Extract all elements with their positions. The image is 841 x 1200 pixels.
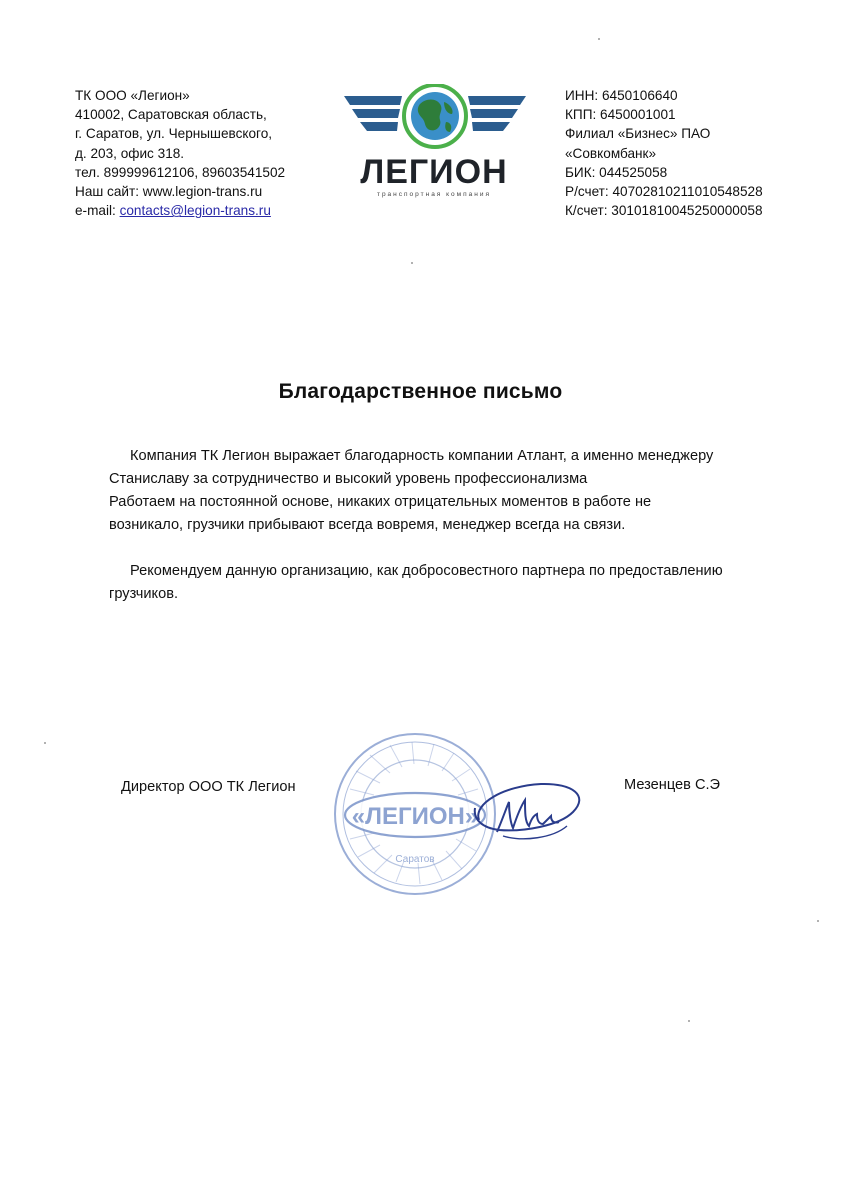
bank-branch-line: Филиал «Бизнес» ПАО	[565, 126, 711, 142]
company-contacts	[75, 86, 325, 220]
signatory-position: Директор ООО ТК Легион	[121, 779, 296, 795]
company-logo	[340, 84, 530, 206]
company-name: ТК ООО «Легион»	[75, 88, 190, 103]
email-line	[75, 201, 325, 220]
kpp-line: КПП: 6450001001	[565, 107, 676, 123]
stamp-center-text: «ЛЕГИОН»	[351, 803, 479, 830]
handwritten-signature	[463, 780, 593, 860]
logo-wordmark: ЛЕГИОН	[360, 153, 508, 191]
scan-speck	[817, 920, 819, 922]
logo-emblem	[340, 84, 530, 164]
bank-name-line: «Совкомбанк»	[565, 145, 657, 161]
letter-body	[109, 445, 779, 606]
paragraph-1-line-1: Компания ТК Легион выражает благодарность компании Атлант, а именно менеджеру	[130, 448, 714, 464]
paragraph-gap	[109, 537, 779, 560]
paragraph-1-line-4: возникало, грузчики прибывают всегда вовремя, менеджер всегда на связи.	[109, 517, 626, 533]
stamp-city-text: Саратов	[395, 854, 435, 865]
paragraph-1-line-2: Станиславу за сотрудничество и высокий уровень профессионализма	[109, 471, 588, 487]
signatory-name: Мезенцев С.Э	[624, 777, 721, 793]
scan-speck	[44, 742, 46, 744]
correspondent-account-line: К/счет: 30101810045250000058	[565, 203, 763, 219]
inn-line: ИНН: 6450106640	[565, 88, 678, 103]
paragraph-2-line-1: Рекомендуем данную организацию, как добросовестного партнера по предоставлению	[130, 563, 723, 579]
letter-title: Благодарственное письмо	[278, 380, 563, 403]
scan-speck	[598, 38, 600, 40]
scan-speck	[411, 262, 413, 264]
bank-details	[565, 86, 825, 220]
paragraph-1-line-3: Работаем на постоянной основе, никаких отрицательных моментов в работе не	[109, 494, 652, 510]
website-line: Наш сайт: www.legion-trans.ru	[75, 184, 263, 200]
scan-speck	[688, 1020, 690, 1022]
logo-subtitle: транспортная компания	[376, 191, 492, 198]
email-link[interactable]: contacts@legion-trans.ru	[119, 203, 271, 219]
settlement-account-line: Р/счет: 40702810211010548528	[565, 184, 763, 200]
address-line-1: 410002, Саратовская область,	[75, 107, 267, 123]
bik-line: БИК: 044525058	[565, 164, 668, 180]
paragraph-2-line-2: грузчиков.	[109, 586, 179, 602]
address-line-3: д. 203, офис 318.	[75, 145, 185, 161]
phone-line: тел. 899999612106, 89603541502	[75, 164, 286, 180]
email-prefix: e-mail:	[75, 203, 120, 219]
address-line-2: г. Саратов, ул. Чернышевского,	[75, 126, 273, 142]
